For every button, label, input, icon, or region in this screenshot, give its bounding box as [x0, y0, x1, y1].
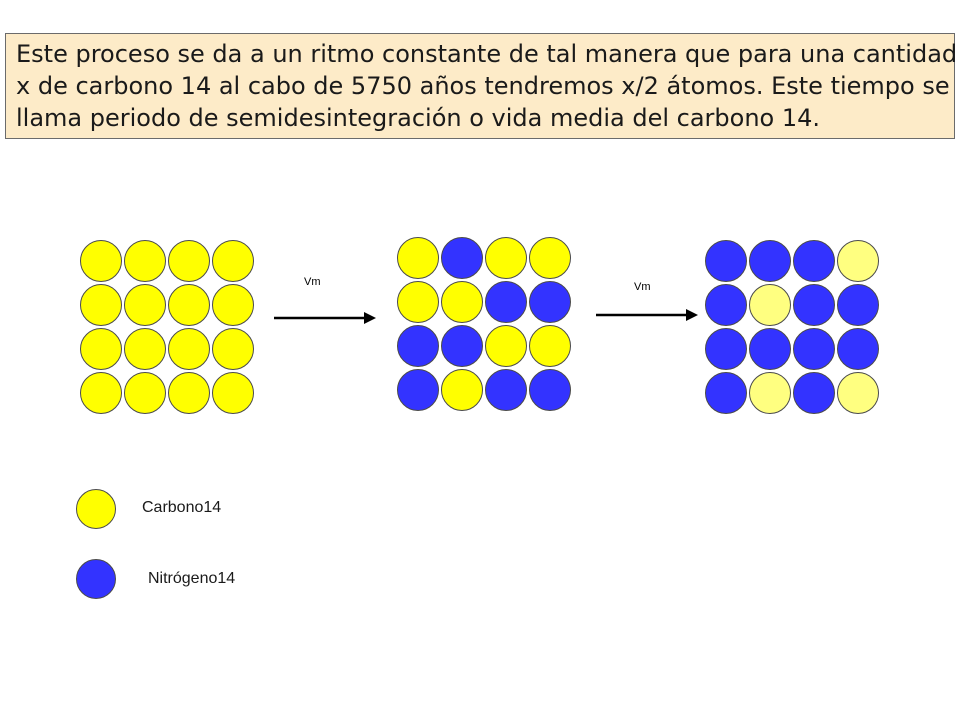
carbon-atom: [124, 372, 166, 414]
nitrogen-atom: [705, 372, 747, 414]
carbon-atom: [168, 328, 210, 370]
carbon-atom: [80, 328, 122, 370]
nitrogen-atom: [749, 240, 791, 282]
nitrogen-atom: [529, 281, 571, 323]
carbon-atom: [749, 284, 791, 326]
explanation-line-1: Este proceso se da a un ritmo constante de tal manera que para una cantidad: [16, 40, 958, 68]
carbon-atom: [441, 281, 483, 323]
arrow-2-label: Vm: [634, 281, 651, 293]
arrow-1-label: Vm: [304, 276, 321, 288]
nitrogen-atom: [441, 237, 483, 279]
carbon-atom: [212, 240, 254, 282]
carbon-atom: [80, 372, 122, 414]
nitrogen-atom: [705, 284, 747, 326]
carbon-atom: [529, 325, 571, 367]
carbon-atom: [212, 372, 254, 414]
explanation-line-2: x de carbono 14 al cabo de 5750 años tendremos x/2 átomos. Este tiempo se: [16, 72, 950, 100]
nitrogen-atom: [705, 328, 747, 370]
legend-nitrogen-icon: [76, 559, 116, 599]
explanation-box: [5, 33, 958, 139]
nitrogen-atom: [397, 369, 439, 411]
carbon-atom: [168, 240, 210, 282]
nitrogen-atom: [837, 284, 879, 326]
carbon-atom: [441, 369, 483, 411]
legend-carbon-icon: [76, 489, 116, 529]
carbon-atom: [749, 372, 791, 414]
carbon-atom: [485, 237, 527, 279]
nitrogen-atom: [485, 369, 527, 411]
carbon-atom: [529, 237, 571, 279]
carbon-atom: [80, 284, 122, 326]
carbon-atom: [485, 325, 527, 367]
nitrogen-atom: [705, 240, 747, 282]
nitrogen-atom: [749, 328, 791, 370]
carbon-atom: [168, 284, 210, 326]
carbon-atom: [124, 328, 166, 370]
carbon-atom: [397, 281, 439, 323]
carbon-atom: [397, 237, 439, 279]
nitrogen-atom: [397, 325, 439, 367]
explanation-line-3: llama periodo de semidesintegración o vida media del carbono 14.: [16, 104, 821, 132]
nitrogen-atom: [441, 325, 483, 367]
atom-grid-stage-3: [705, 240, 885, 416]
carbon-atom: [80, 240, 122, 282]
legend-carbon-label: Carbono14: [142, 499, 222, 516]
carbon-atom: [212, 284, 254, 326]
atom-grid-initial: [80, 240, 260, 416]
legend-nitrogen-label: Nitrógeno14: [148, 570, 236, 587]
carbon-atom: [168, 372, 210, 414]
carbon-atom: [124, 240, 166, 282]
carbon-atom: [212, 328, 254, 370]
nitrogen-atom: [529, 369, 571, 411]
nitrogen-atom: [837, 328, 879, 370]
atom-grid-stage-2: [397, 237, 577, 413]
nitrogen-atom: [793, 284, 835, 326]
arrow-right-icon: [272, 308, 378, 328]
nitrogen-atom: [793, 372, 835, 414]
carbon-atom: [124, 284, 166, 326]
nitrogen-atom: [485, 281, 527, 323]
carbon-atom: [837, 240, 879, 282]
nitrogen-atom: [793, 328, 835, 370]
nitrogen-atom: [793, 240, 835, 282]
carbon-atom: [837, 372, 879, 414]
arrow-right-icon: [594, 305, 700, 325]
